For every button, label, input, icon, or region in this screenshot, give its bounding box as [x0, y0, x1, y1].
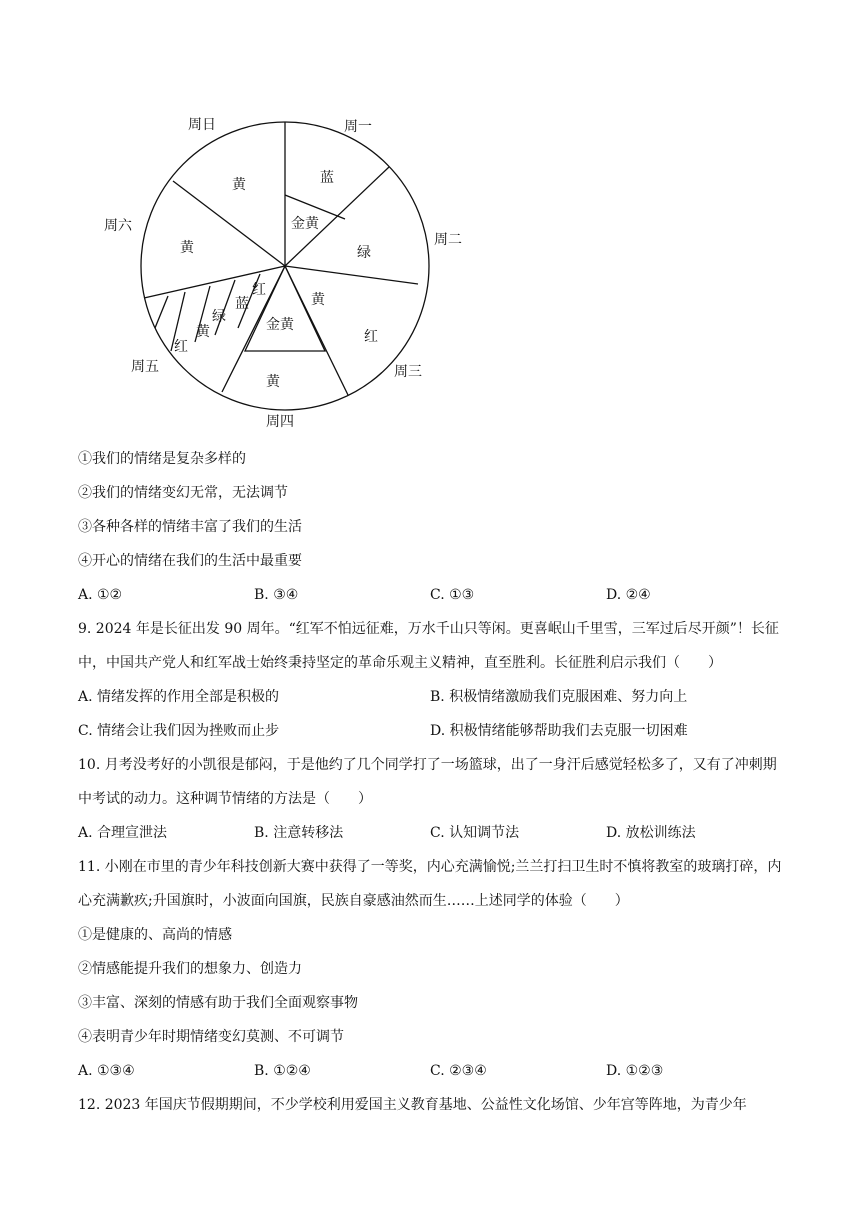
mon-color-gold: 金黄 — [291, 216, 319, 232]
label-tue: 周二 — [434, 232, 462, 248]
q11-item-1: ①是健康的、高尚的情感 — [78, 927, 232, 943]
mon-color-blue: 蓝 — [320, 170, 334, 186]
q8-item-1: ①我们的情绪是复杂多样的 — [78, 451, 246, 467]
q11-item-2: ②情感能提升我们的想象力、创造力 — [78, 961, 302, 977]
fri-color-red-1: 红 — [252, 282, 266, 298]
q11-option-a: A. ①③④ — [78, 1063, 135, 1079]
q10-option-d: D. 放松训练法 — [606, 825, 696, 841]
thu-color-yellow: 黄 — [266, 374, 280, 390]
q11-item-3: ③丰富、深刻的情感有助于我们全面观察事物 — [78, 995, 358, 1011]
thu-inner-triangle — [245, 266, 325, 351]
label-wed: 周三 — [394, 364, 422, 380]
q9-option-d: D. 积极情绪能够帮助我们去克服一切困难 — [430, 723, 688, 739]
sun-color: 黄 — [232, 177, 246, 193]
wed-color-red: 红 — [364, 329, 378, 345]
q8-option-a: A. ①② — [78, 587, 123, 603]
q11-item-4: ④表明青少年时期情绪变幻莫测、不可调节 — [78, 1029, 344, 1045]
q8-option-d: D. ②④ — [606, 587, 651, 603]
q9-option-a: A. 情绪发挥的作用全部是积极的 — [78, 689, 280, 705]
label-thu: 周四 — [266, 414, 294, 430]
q8-item-3: ③各种各样的情绪丰富了我们的生活 — [78, 519, 302, 535]
label-mon: 周一 — [344, 119, 372, 135]
q8-option-c: C. ①③ — [430, 587, 475, 603]
sat-color: 黄 — [180, 240, 194, 256]
wed-color-yellow: 黄 — [311, 292, 325, 308]
q9-option-c: C. 情绪会让我们因为挫败而止步 — [78, 723, 280, 739]
label-sun: 周日 — [188, 117, 216, 133]
q9-stem: 9. 2024 年是长征出发 90 周年。“红军不怕远征难，万水千山只等闲。更喜岷山千里雪，三军过后尽开颜”！长征中，中国共产党人和红军战士始终秉持坚定的革命乐观主义精神，直至胜利。长征胜利启示我们（ ） — [78, 621, 779, 671]
fri-color-red-2: 红 — [174, 339, 188, 355]
fri-color-yellow: 黄 — [196, 324, 210, 340]
q11-option-c: C. ②③④ — [430, 1063, 487, 1079]
q11-option-b: B. ①②④ — [254, 1063, 311, 1079]
q10-option-b: B. 注意转移法 — [254, 825, 344, 841]
fri-stripe-5 — [155, 296, 168, 328]
q10-option-c: C. 认知调节法 — [430, 825, 520, 841]
tue-color: 绿 — [357, 245, 371, 261]
q8-option-b: B. ③④ — [254, 587, 299, 603]
q8-item-4: ④开心的情绪在我们的生活中最重要 — [78, 553, 302, 569]
fri-stripe-2 — [215, 280, 235, 335]
fri-color-blue: 蓝 — [235, 296, 249, 312]
q10-option-a: A. 合理宣泄法 — [78, 825, 168, 841]
q8-item-2: ②我们的情绪变幻无常，无法调节 — [78, 485, 288, 501]
q12-stem: 12. 2023 年国庆节假期期间，不少学校利用爱国主义教育基地、公益性文化场馆、少年宫等阵地，为青少年 — [78, 1097, 747, 1113]
spoke-tue-wed — [285, 266, 418, 284]
q11-stem: 11. 小刚在市里的青少年科技创新大赛中获得了一等奖，内心充满愉悦;兰兰打扫卫生时不慎将教室的玻璃打碎，内心充满歉疚;升国旗时，小波面向国旗，民族自豪感油然而生……上述同学的体验（ ） — [78, 859, 782, 909]
label-sat: 周六 — [104, 218, 132, 234]
label-fri: 周五 — [131, 359, 159, 375]
q9-option-b: B. 积极情绪激励我们克服困难、努力向上 — [430, 689, 688, 705]
thu-color-gold: 金黄 — [266, 317, 294, 333]
fri-color-green: 绿 — [212, 309, 226, 325]
q10-stem: 10. 月考没考好的小凯很是郁闷，于是他约了几个同学打了一场篮球，出了一身汗后感觉轻松多了，又有了冲刺期中考试的动力。这种调节情绪的方法是（ ） — [78, 757, 777, 807]
q11-option-d: D. ①②③ — [606, 1063, 664, 1079]
emotion-wheel-figure — [95, 105, 475, 435]
